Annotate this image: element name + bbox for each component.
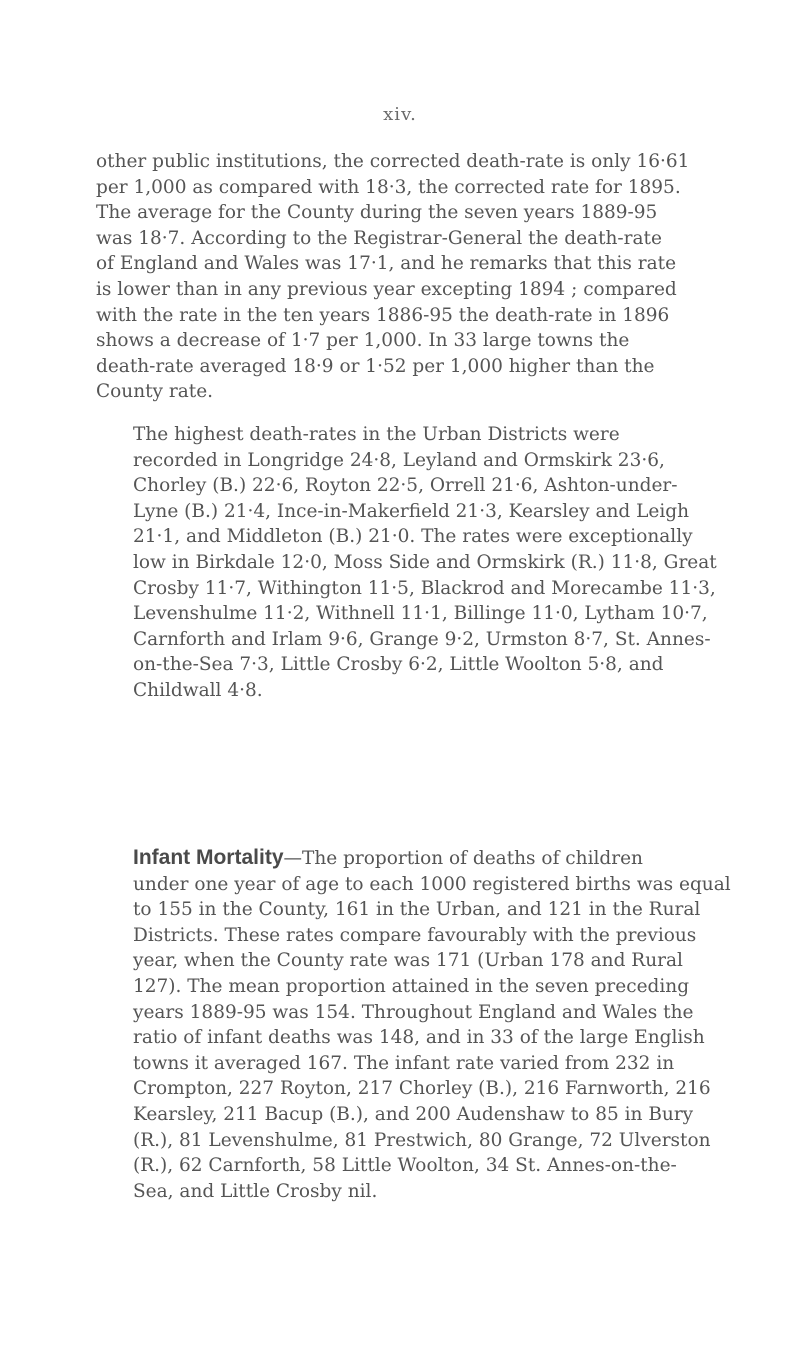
heading-continuation: —The proportion of deaths of children: [283, 848, 643, 869]
text-line: [96, 845, 738, 872]
section-heading: Infant Mortality: [133, 846, 284, 869]
text-line: recorded in Longridge 24·8, Leyland and Ormskirk 23·6,: [133, 449, 665, 471]
text-line: 127). The mean proportion attained in the seven preceding: [133, 975, 690, 997]
text-line: Childwall 4·8.: [133, 679, 263, 701]
text-line: Carnforth and Irlam 9·6, Grange 9·2, Urmston 8·7, St. Annes-: [133, 628, 711, 650]
text-line: Crompton, 227 Royton, 217 Chorley (B.), 216 Farnworth, 216: [133, 1078, 711, 1100]
text-line: The highest death-rates in the Urban Districts were: [133, 424, 620, 445]
text-line: years 1889-95 was 154. Throughout England and Wales the: [133, 1001, 694, 1023]
paragraph-death-rate: [96, 149, 738, 405]
text-line: Districts. These rates compare favourably with the previous: [133, 924, 697, 946]
text-line: ratio of infant deaths was 148, and in 33 of the large English: [133, 1027, 705, 1049]
text-line: other public institutions, the corrected death-rate is only 16·61: [96, 151, 690, 172]
text-line: on-the-Sea 7·3, Little Crosby 6·2, Little Woolton 5·8, and: [133, 654, 664, 676]
text-line: per 1,000 as compared with 18·3, the corrected rate for 1895.: [96, 176, 681, 198]
text-line: is lower than in any previous year excepting 1894 ; compared: [96, 278, 677, 300]
text-line: with the rate in the ten years 1886-95 the death-rate in 1896: [96, 304, 670, 326]
text-line: towns it averaged 167. The infant rate varied from 232 in: [133, 1052, 675, 1074]
page-number: xiv.: [383, 104, 417, 125]
text-line: under one year of age to each 1000 registered births was equal: [133, 873, 731, 895]
text-line: (R.), 62 Carnforth, 58 Little Woolton, 34 St. Annes-on-the-: [133, 1155, 677, 1177]
text-line: Crosby 11·7, Withington 11·5, Blackrod and Morecambe 11·3,: [133, 577, 716, 599]
text-line: low in Birkdale 12·0, Moss Side and Ormskirk (R.) 11·8, Great: [133, 551, 717, 573]
text-line: to 155 in the County, 161 in the Urban, and 121 in the Rural: [133, 899, 701, 921]
text-line: Lyne (B.) 21·4, Ince-in-Makerfield 21·3, Kearsley and Leigh: [133, 500, 690, 522]
text-line: year, when the County rate was 171 (Urban 178 and Rural: [133, 950, 683, 972]
text-line: (R.), 81 Levenshulme, 81 Prestwich, 80 Grange, 72 Ulverston: [133, 1129, 711, 1151]
text-line: Kearsley, 211 Bacup (B.), and 200 Audenshaw to 85 in Bury: [133, 1103, 694, 1125]
text-line: death-rate averaged 18·9 or 1·52 per 1,000 higher than the: [96, 355, 655, 377]
text-line: Chorley (B.) 22·6, Royton 22·5, Orrell 21·6, Ashton-under-: [133, 475, 678, 497]
text-line: shows a decrease of 1·7 per 1,000. In 33 large towns the: [96, 330, 630, 352]
text-line: of England and Wales was 17·1, and he remarks that this rate: [96, 253, 677, 275]
text-line: The average for the County during the seven years 1889-95: [96, 202, 658, 224]
text-line: was 18·7. According to the Registrar-General the death-rate: [96, 227, 662, 249]
text-line: 21·1, and Middleton (B.) 21·0. The rates were exceptionally: [133, 526, 693, 548]
paragraph-infant-mortality: [96, 845, 738, 1204]
text-line: Sea, and Little Crosby nil.: [133, 1180, 378, 1202]
text-line: County rate.: [96, 381, 214, 403]
text-line: Levenshulme 11·2, Withnell 11·1, Billinge 11·0, Lytham 10·7,: [133, 603, 708, 625]
paragraph-urban-districts: [96, 422, 738, 704]
